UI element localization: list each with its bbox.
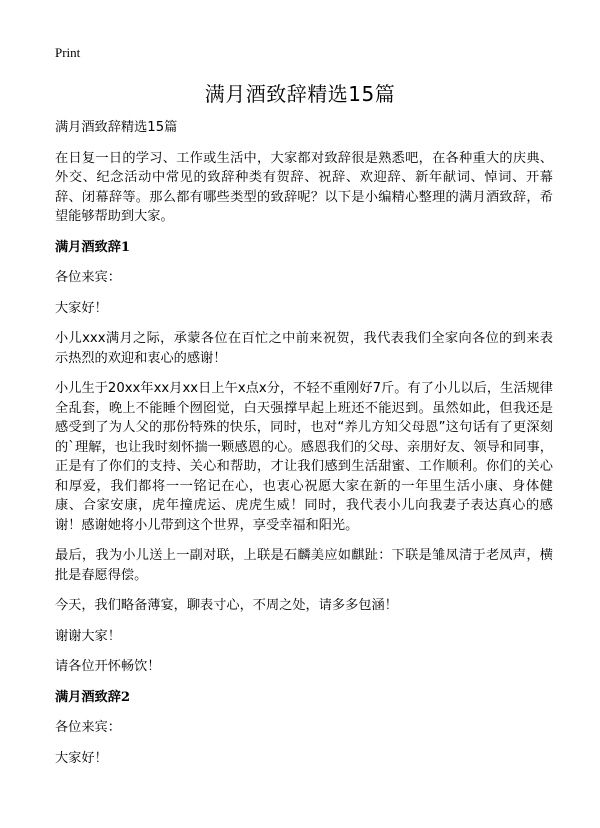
- paragraph: 小儿生于20xx年xx月xx日上午x点x分，不轻不重刚好7斤。有了小儿以后，生活规律全乱套，晚上不能睡个囫囵觉，白天强撑早起上班还不能迟到。虽然如此，但我还是感受到了为人父的那份特殊的快乐，同时，也对“养儿方知父母恩”这句话有了更深刻的`理解，也让我时刻怀揣一颗感恩的心。感恩我们的父母、亲朋好友、领导和同事，正是有了你们的支持、关心和帮助，才让我们感到生活甜蜜、工作顺利。你们的关心和厚爱，我们都将一一铭记在心，也衷心祝愿大家在新的一年里生活小康、身体健康、合家安康，虎年撞虎运、虎虎生威！同时，我代表小儿向我妻子表达真心的感谢！感谢她将小儿带到这个世界，享受幸福和阳光。: [55, 381, 553, 533]
- section-1: [55, 238, 553, 677]
- paragraph: 请各位开怀畅饮！: [55, 659, 161, 674]
- article-subtitle: 满月酒致辞精选15篇: [55, 120, 178, 135]
- section-heading: 满月酒致辞1: [55, 239, 131, 255]
- paragraph: 大家好！: [55, 750, 108, 766]
- paragraph: 小儿xxx满月之际，承蒙各位在百忙之中前来祝贺，我代表我们全家向各位的到来表示热烈的欢迎和衷心的感谢！: [55, 331, 553, 366]
- section-2: [55, 688, 553, 769]
- paragraph: 各位来宾：: [55, 270, 121, 285]
- section-heading: 满月酒致辞2: [55, 689, 131, 705]
- paragraph: 大家好！: [55, 300, 108, 316]
- article-body: [55, 118, 553, 779]
- paragraph: 最后，我为小儿送上一副对联，上联是石麟美应如麒趾：下联是雏凤清于老凤声，横批是春愿得偿。: [55, 548, 553, 583]
- paragraph: 今天，我们略备薄宴，聊表寸心，不周之处，请多多包涵！: [55, 598, 398, 613]
- paragraph: 各位来宾：: [55, 720, 121, 735]
- print-link[interactable]: Print: [55, 45, 81, 60]
- paragraph: 谢谢大家！: [55, 628, 121, 644]
- intro-paragraph: 在日复一日的学习、工作或生活中，大家都对致辞很是熟悉吧，在各种重大的庆典、外交、纪念活动中常见的致辞种类有贺辞、祝辞、欢迎辞、新年献词、悼词、开幕辞、闭幕辞等。那么都有哪些类型的致辞呢？以下是小编精心整理的满月酒致辞，希望能够帮助到大家。: [55, 150, 553, 224]
- page-title: 满月酒致辞精选15篇: [204, 82, 396, 106]
